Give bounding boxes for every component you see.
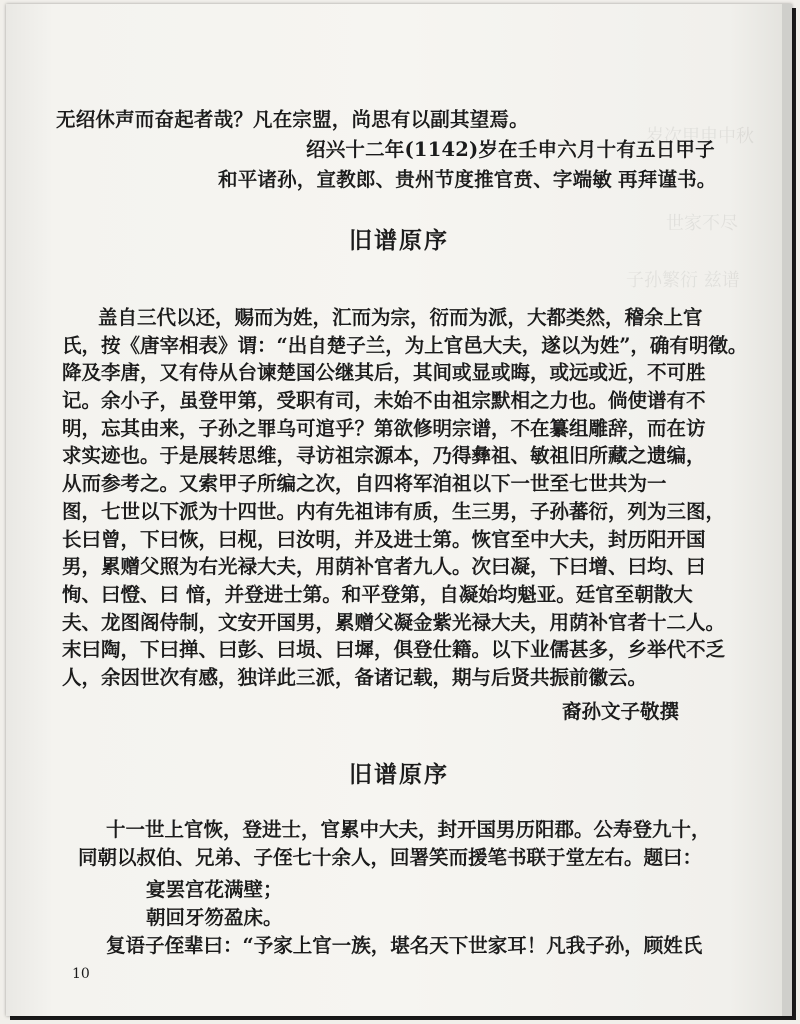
preface-body-2 bbox=[78, 816, 711, 871]
preface-body bbox=[62, 304, 747, 692]
intro-line: 无绍休声而奋起者哉？凡在宗盟，尚思有以副其望焉。 bbox=[56, 108, 529, 131]
text-line: 降及李唐，又有侍从台谏楚国公继其后，其间或显或晦，或远或近，不可胜 bbox=[62, 361, 706, 385]
date-line: 绍兴十二年(1142)岁在壬申六月十有五日甲子 bbox=[306, 138, 715, 161]
text-line: 长曰曾，下曰恢，曰枧，曰汝明，并及进士第。恢官至中大夫，封历阳开国 bbox=[62, 527, 706, 551]
bleed-through-text: 岁次甲申中秋 bbox=[646, 126, 754, 147]
text-line: 记。余小子，虽登甲第，受职有司，未始不由祖宗默相之力也。倘使谱有不 bbox=[62, 389, 706, 413]
page-number: 10 bbox=[72, 966, 90, 982]
text-line: 夫、龙图阁侍制，文安开国男，累赠父凝金紫光禄大夫，用荫补官者十二人。 bbox=[62, 610, 726, 634]
text-line: 末曰陶，下曰掸、曰彭、曰埙、曰墀，俱登仕籍。以下业儒甚多，乡举代不乏 bbox=[62, 638, 726, 662]
couplet-line-2: 朝回牙笏盈床。 bbox=[146, 906, 283, 929]
text-line: 从而参考之。又索甲子所编之次，自四将军洎祖以下一世至七世共为一 bbox=[62, 472, 667, 496]
preface-signature: 裔孙文子敬撰 bbox=[562, 700, 680, 723]
text-line: 男，累赠父照为右光禄大夫，用荫补官者九人。次曰凝，下曰增、曰均、曰 bbox=[62, 555, 706, 579]
text-line: 复语子侄辈曰：“予家上官一族，堪名天下世家耳！凡我子孙，顾姓氏 bbox=[106, 934, 703, 957]
text-line: 明，忘其由来，子孙之罪乌可逭乎？第欲修明宗谱，不在纂组雕辞，而在访 bbox=[62, 416, 706, 440]
text-line: 恂、曰憕、曰 愔，并登进士第。和平登第，自凝始均魁亚。廷官至朝散大 bbox=[62, 582, 693, 606]
text-line: 人，余因世次有感，独详此三派，备诸记载，期与后贤共振前徽云。 bbox=[62, 665, 648, 689]
bleed-through-text: 世家不尽 bbox=[666, 213, 738, 234]
page-edge bbox=[782, 4, 792, 1016]
section-title: 旧谱原序 bbox=[349, 227, 449, 254]
text-line: 同朝以叔伯、兄弟、子侄七十余人，回署笑而援笔书联于堂左右。题曰： bbox=[78, 845, 703, 869]
bleed-through-text: 子孙繁衍 兹谱 bbox=[626, 270, 740, 291]
text-line: 氏，按《唐宰相表》谓：“出自楚子兰，为上官邑大夫，遂以为姓”，确有明徵。 bbox=[62, 333, 748, 357]
author-closing: 再拜谨书。 bbox=[618, 168, 717, 191]
author-signature: 和平诸孙，宣教郎、贵州节度推官贲、字端敏 bbox=[218, 168, 613, 191]
section-title: 旧谱原序 bbox=[349, 761, 449, 788]
text-line: 求实迹也。于是展转思维，寻访祖宗源本，乃得彝祖、敏祖旧所藏之遗编， bbox=[62, 444, 706, 468]
text-line: 盖自三代以还，赐而为姓，汇而为宗，衍而为派，大都类然，稽余上官 bbox=[98, 306, 703, 329]
document-page bbox=[6, 4, 792, 1016]
text-line: 图，七世以下派为十四世。内有先祖讳有质，生三男，子孙蕃衍，列为三图， bbox=[62, 499, 726, 523]
couplet-line-1: 宴罢宫花满壁； bbox=[146, 878, 283, 901]
text-line: 十一世上官恢，登进士，官累中大夫，封开国男历阳郡。公寿登九十， bbox=[106, 818, 711, 841]
